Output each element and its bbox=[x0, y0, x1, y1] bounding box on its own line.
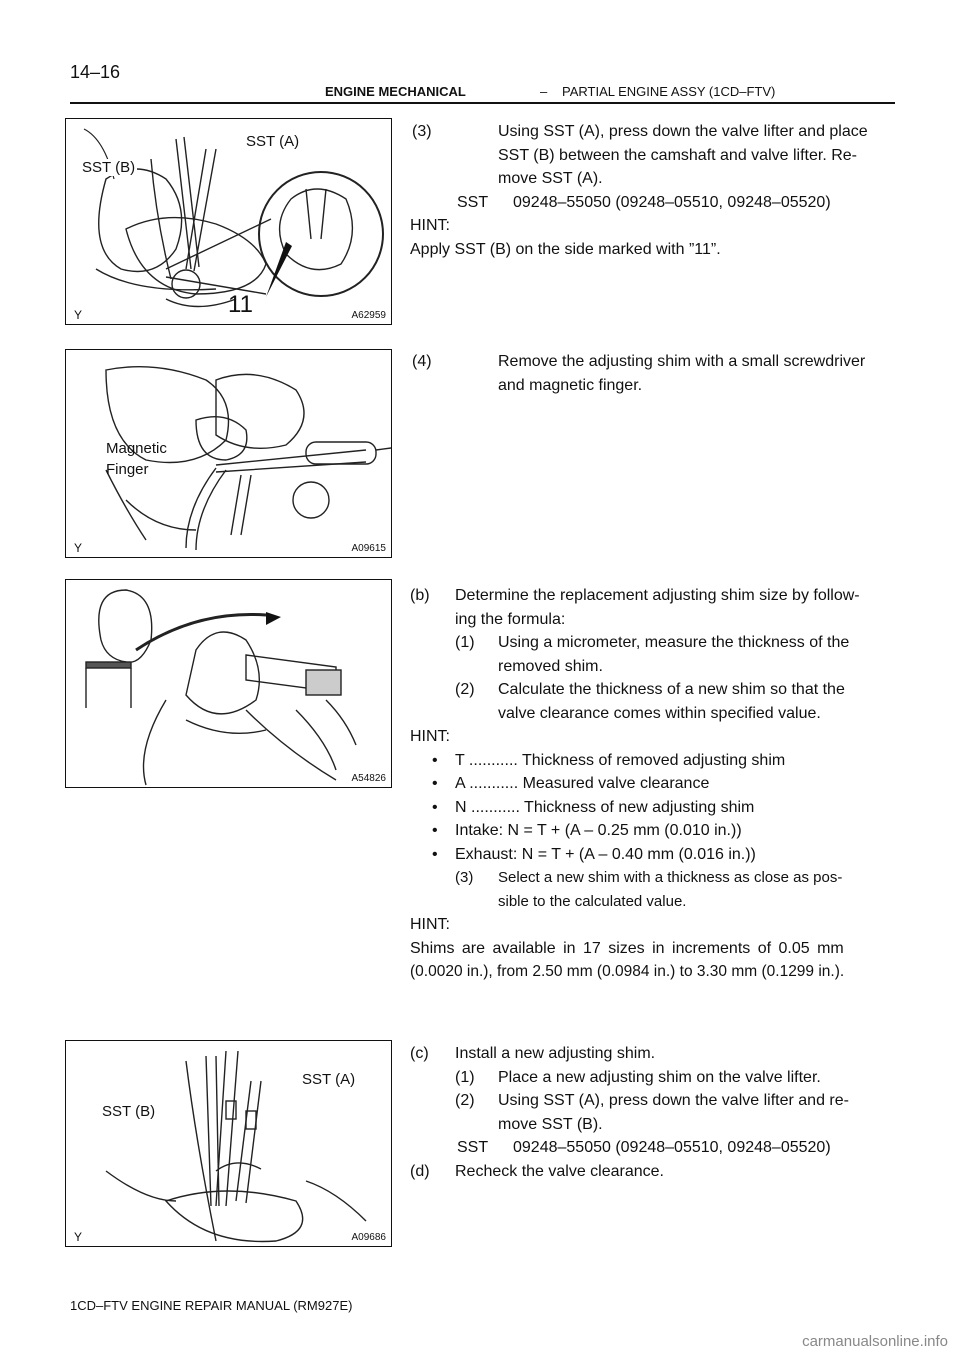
page-header bbox=[70, 82, 895, 104]
label-mark-11: 11 bbox=[228, 291, 253, 318]
step-number: (3) bbox=[455, 869, 474, 886]
formula-item: Exhaust: N = T + (A – 0.40 mm (0.016 in.)) bbox=[455, 845, 756, 863]
figure-sst-remove bbox=[65, 1040, 392, 1247]
hint-heading: HINT: bbox=[410, 916, 450, 933]
formula-item: A ........... Measured valve clearance bbox=[455, 775, 710, 792]
header-separator: – bbox=[540, 84, 548, 99]
figure-code: A09686 bbox=[351, 1232, 386, 1243]
figure-code: A09615 bbox=[351, 543, 386, 554]
step-number: (1) bbox=[455, 634, 475, 651]
step-text: Using a micrometer, measure the thickness of the bbox=[498, 634, 850, 651]
page-number: 14–16 bbox=[70, 62, 121, 82]
step-letter: (d) bbox=[410, 1162, 430, 1180]
bullet: • bbox=[432, 845, 438, 863]
hint-heading: HINT: bbox=[410, 728, 450, 745]
sst-value: 09248–55050 (09248–05510, 09248–05520) bbox=[513, 193, 831, 211]
manual-footer: 1CD–FTV ENGINE REPAIR MANUAL (RM927E) bbox=[70, 1298, 353, 1313]
bullet: • bbox=[432, 775, 438, 792]
step-number: (2) bbox=[455, 1092, 475, 1109]
step-text: ing the formula: bbox=[455, 610, 566, 628]
step-text: Install a new adjusting shim. bbox=[455, 1045, 656, 1062]
step-text: Select a new shim with a thickness as close as pos- bbox=[498, 869, 843, 886]
bullet: • bbox=[432, 751, 438, 769]
formula-item: N ........... Thickness of new adjusting shim bbox=[455, 798, 755, 816]
micrometer-illustration bbox=[66, 580, 391, 787]
hint-text: Apply SST (B) on the side marked with ”11”. bbox=[410, 240, 721, 258]
step-text: and magnetic finger. bbox=[498, 376, 643, 394]
section-title: ENGINE MECHANICAL bbox=[325, 84, 466, 99]
step-text: Recheck the valve clearance. bbox=[455, 1162, 664, 1180]
figure-code: A54826 bbox=[351, 773, 386, 784]
step-text: Using SST (A), press down the valve lifter and place bbox=[498, 123, 868, 140]
figure-orientation-mark: Y bbox=[74, 308, 83, 322]
step-number: (1) bbox=[455, 1068, 475, 1086]
label-sst-b: SST (B) bbox=[102, 1103, 156, 1120]
step-text: removed shim. bbox=[498, 657, 603, 675]
subsection-title: PARTIAL ENGINE ASSY (1CD–FTV) bbox=[562, 84, 776, 99]
label-finger: Finger bbox=[106, 461, 149, 478]
figure-code: A62959 bbox=[351, 310, 386, 321]
watermark: carmanualsonline.info bbox=[802, 1333, 948, 1350]
step-text: move SST (A). bbox=[498, 170, 603, 187]
figure-orientation-mark: Y bbox=[74, 541, 83, 555]
formula-item: T ........... Thickness of removed adjusting shim bbox=[455, 751, 786, 769]
step-text: Remove the adjusting shim with a small screwdriver bbox=[498, 353, 866, 370]
sst-value: 09248–55050 (09248–05510, 09248–05520) bbox=[513, 1139, 831, 1156]
figure-remove-shim bbox=[65, 349, 392, 558]
step-text: valve clearance comes within specified value. bbox=[498, 704, 821, 722]
step-text: Using SST (A), press down the valve lifter and re- bbox=[498, 1092, 849, 1109]
step-text: Determine the replacement adjusting shim size by follow- bbox=[455, 587, 860, 604]
step-number: (3) bbox=[412, 123, 432, 140]
bullet: • bbox=[432, 798, 438, 816]
bullet: • bbox=[432, 822, 438, 839]
figure-orientation-mark: Y bbox=[74, 1230, 83, 1244]
label-sst-a: SST (A) bbox=[302, 1071, 356, 1088]
label-sst-b: SST (B) bbox=[82, 159, 136, 176]
sst-label: SST bbox=[457, 1139, 489, 1156]
step-number: (2) bbox=[455, 681, 475, 698]
step-text: Calculate the thickness of a new shim so that the bbox=[498, 681, 845, 698]
step-text: move SST (B). bbox=[498, 1115, 603, 1133]
step-number: (4) bbox=[412, 353, 432, 370]
step-text: SST (B) between the camshaft and valve lifter. Re- bbox=[498, 146, 857, 164]
formula-item: Intake: N = T + (A – 0.25 mm (0.010 in.)) bbox=[455, 822, 742, 839]
step-text: sible to the calculated value. bbox=[498, 892, 687, 910]
step-letter: (b) bbox=[410, 587, 430, 604]
hint-text: (0.0020 in.), from 2.50 mm (0.0984 in.) to 3.30 mm (0.1299 in.). bbox=[410, 963, 845, 980]
hint-text: Shims are available in 17 sizes in increments of 0.05 mm bbox=[410, 939, 844, 957]
hint-heading: HINT: bbox=[410, 217, 450, 234]
figure-micrometer bbox=[65, 579, 392, 788]
sst-label: SST bbox=[457, 193, 489, 211]
figure-sst-install bbox=[65, 118, 392, 325]
step-text: Place a new adjusting shim on the valve lifter. bbox=[498, 1068, 821, 1086]
step-letter: (c) bbox=[410, 1045, 429, 1062]
label-magnetic: Magnetic bbox=[106, 440, 167, 457]
label-sst-a: SST (A) bbox=[246, 133, 300, 150]
